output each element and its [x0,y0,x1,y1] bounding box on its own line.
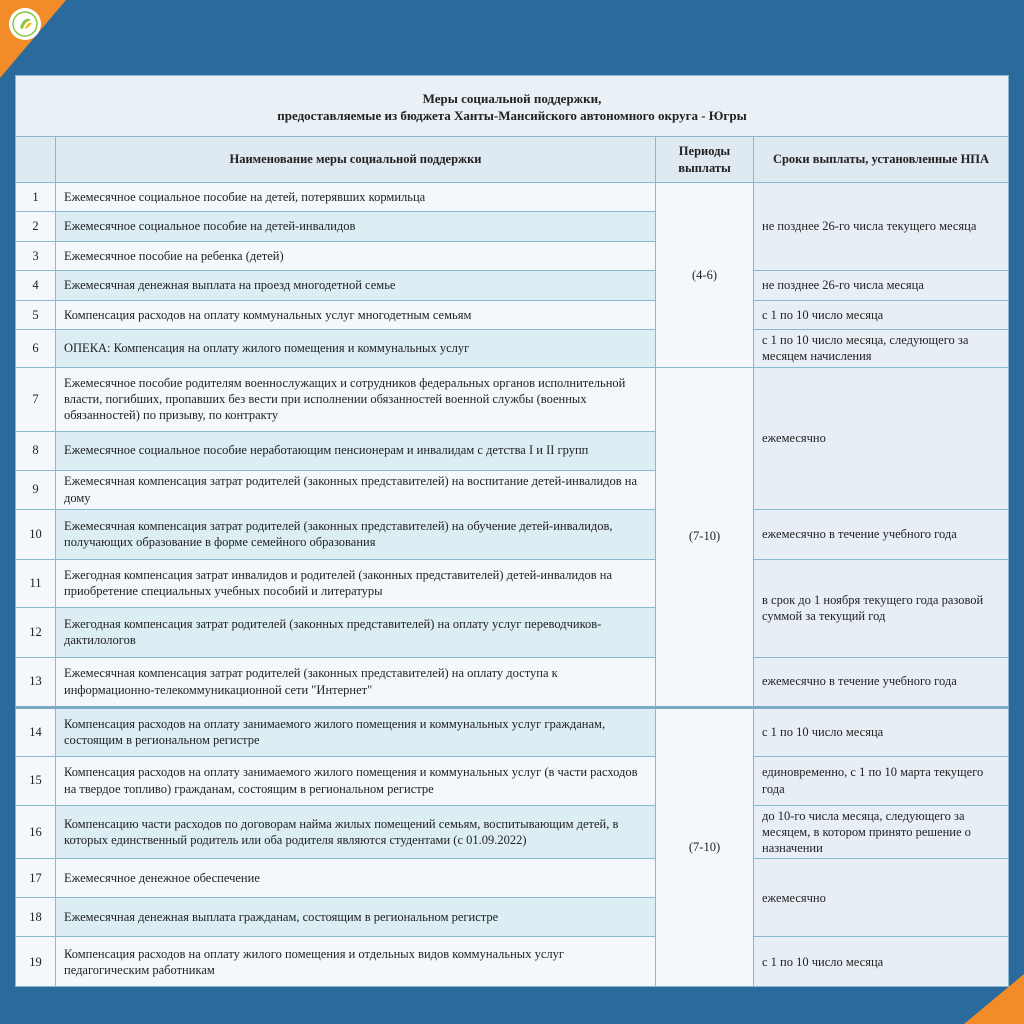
row-number: 15 [16,756,56,805]
table-row [16,367,1009,431]
row-number: 16 [16,805,56,859]
row-name: Ежегодная компенсация затрат инвалидов и родителей (законных представителей) детей-инвалидов на приобретение специальных учебных пособий и литературы [56,559,656,607]
row-name: Ежегодная компенсация затрат родителей (законных представителей) на оплату услуг переводчиков-дактилологов [56,607,656,657]
row-number: 8 [16,431,56,470]
term-cell: единовременно, с 1 по 10 марта текущего года [754,756,1009,805]
table-row [16,937,1009,987]
row-number: 4 [16,271,56,301]
row-name: Компенсация расходов на оплату занимаемого жилого помещения и коммунальных услуг (в части расходов на твердое топливо) гражданам, состоящим в региональном регистре [56,756,656,805]
term-cell: с 1 по 10 число месяца [754,301,1009,330]
term-cell: ежемесячно в течение учебного года [754,657,1009,707]
term-cell: ежемесячно в течение учебного года [754,509,1009,559]
document-sheet [15,75,1008,977]
row-name: Ежемесячное пособие родителям военнослужащих и сотрудников федеральных органов исполнительной власти, погибших, пропавших без вести при исполнении обязанностей военной службы (военных обязанностей) по призыву, по контракту [56,367,656,431]
term-cell: не позднее 26-го числа месяца [754,271,1009,301]
table-row [16,756,1009,805]
table-row [16,271,1009,301]
table-row [16,509,1009,559]
row-name: Ежемесячное денежное обеспечение [56,859,656,898]
table-row [16,559,1009,607]
term-cell: с 1 по 10 число месяца [754,707,1009,756]
table-row [16,301,1009,330]
row-name: Ежемесячная денежная выплата гражданам, состоящим в региональном регистре [56,898,656,937]
header-terms: Сроки выплаты, установленные НПА [754,137,1009,183]
table-row [16,657,1009,707]
term-cell: в срок до 1 ноября текущего года разовой суммой за текущий год [754,559,1009,657]
row-number: 17 [16,859,56,898]
row-name: Компенсация расходов на оплату жилого помещения и отдельных видов коммунальных услуг педагогическим работникам [56,937,656,987]
row-name: Компенсация расходов на оплату занимаемого жилого помещения и коммунальных услуг гражданам, состоящим в региональном регистре [56,707,656,756]
row-number: 14 [16,707,56,756]
title-line-2: предоставляемые из бюджета Ханты-Мансийского автономного округа - Югры [277,108,747,123]
row-name: Ежемесячное социальное пособие на детей, потерявших кормильца [56,183,656,212]
row-name: Ежемесячная денежная выплата на проезд многодетной семье [56,271,656,301]
row-name: Ежемесячное пособие на ребенка (детей) [56,242,656,271]
table-row [16,183,1009,212]
row-number: 12 [16,607,56,657]
title-line-1: Меры социальной поддержки, [422,91,602,107]
term-cell: не позднее 26-го числа текущего месяца [754,183,1009,271]
period-cell: (7-10) [656,367,754,707]
row-number: 3 [16,242,56,271]
table-row [16,330,1009,368]
row-number: 10 [16,509,56,559]
row-name: Компенсация расходов на оплату коммунальных услуг многодетным семьям [56,301,656,330]
support-measures-table [15,75,1009,987]
header-name: Наименование меры социальной поддержки [56,137,656,183]
header-periods: Периоды выплаты [656,137,754,183]
emblem-logo-icon [9,8,41,40]
row-name: Ежемесячная компенсация затрат родителей (законных представителей) на обучение детей-инвалидов, получающих образование в форме семейного образования [56,509,656,559]
term-cell: до 10-го числа месяца, следующего за месяцем, в котором принято решение о назначении [754,805,1009,859]
row-number: 1 [16,183,56,212]
row-number: 13 [16,657,56,707]
row-number: 5 [16,301,56,330]
table-row [16,805,1009,859]
term-cell: с 1 по 10 число месяца [754,937,1009,987]
row-name: Ежемесячная компенсация затрат родителей (законных представителей) на оплату доступа к информационно-телекоммуникационной сети "Интернет" [56,657,656,707]
row-name: Ежемесячное социальное пособие на детей-инвалидов [56,212,656,242]
period-cell: (7-10) [656,707,754,987]
period-cell: (4-6) [656,183,754,368]
row-number: 11 [16,559,56,607]
row-name: Ежемесячная компенсация затрат родителей (законных представителей) на воспитание детей-инвалидов на дому [56,470,656,509]
row-number: 6 [16,330,56,368]
term-cell: с 1 по 10 число месяца, следующего за месяцем начисления [754,330,1009,368]
row-number: 9 [16,470,56,509]
header-num [16,137,56,183]
row-number: 7 [16,367,56,431]
row-number: 18 [16,898,56,937]
term-cell: ежемесячно [754,859,1009,937]
row-number: 2 [16,212,56,242]
table-row [16,707,1009,756]
row-name: ОПЕКА: Компенсация на оплату жилого помещения и коммунальных услуг [56,330,656,368]
table-row [16,859,1009,898]
row-name: Компенсацию части расходов по договорам найма жилых помещений семьям, воспитывающим детей, в которых единственный родитель или оба родителя являются студентами (с 01.09.2022) [56,805,656,859]
row-name: Ежемесячное социальное пособие неработающим пенсионерам и инвалидам с детства I и II групп [56,431,656,470]
term-cell: ежемесячно [754,367,1009,509]
table-title [16,76,1009,137]
row-number: 19 [16,937,56,987]
